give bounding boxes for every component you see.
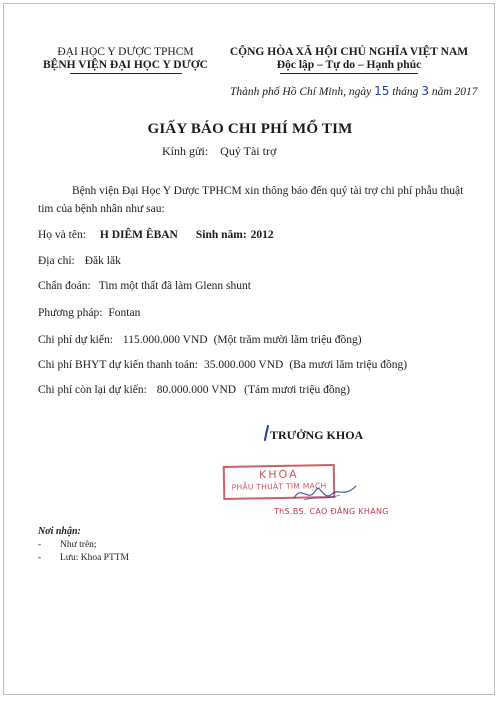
birth-year: 2012 — [250, 229, 274, 241]
issuer-underline — [70, 73, 182, 74]
remaining-cost-words: (Tám mươi triệu đồng) — [244, 384, 350, 396]
diagnosis-label: Chẩn đoán: — [38, 280, 91, 292]
patient-name: H DIÊM ÊBAN — [99, 229, 178, 241]
date-year: năm 2017 — [431, 86, 478, 98]
salutation-label: Kính gửi: — [162, 144, 209, 158]
recipient-item-text: Lưu: Khoa PTTM — [60, 553, 130, 563]
stamp-line-2: PHẪU THUẬT TIM MẠCH — [231, 481, 327, 492]
birth-year-label: Sinh năm: — [195, 229, 247, 241]
university-name: ĐẠI HỌC Y DƯỢC TPHCM — [57, 46, 194, 58]
date-month: 3 — [421, 84, 429, 98]
hospital-name: BỆNH VIỆN ĐẠI HỌC Y DƯỢC — [43, 59, 208, 71]
date-month-label: tháng — [392, 86, 419, 98]
remaining-cost-value: 80.000.000 VND — [156, 384, 237, 396]
salutation — [162, 144, 276, 159]
estimated-cost-words: (Một trăm mười lăm triệu đồng) — [213, 334, 362, 346]
signature-title: TRƯỞNG KHOA — [270, 428, 364, 442]
document-title: GIẤY BÁO CHI PHÍ MỔ TIM — [147, 121, 353, 137]
estimated-cost-value: 115.000.000 VND — [122, 334, 208, 346]
country-name: CỘNG HÒA XÃ HỘI CHỦ NGHĨA VIỆT NAM — [229, 46, 469, 58]
insurance-cost-label: Chi phí BHYT dự kiến thanh toán: — [38, 359, 198, 371]
date-prefix: Thành phố Hồ Chí Minh, ngày — [230, 86, 372, 98]
estimated-cost-row — [38, 334, 362, 346]
insurance-cost-row — [38, 359, 407, 371]
patient-name-label: Họ và tên: — [38, 229, 86, 241]
diagnosis-row — [38, 280, 251, 292]
address-row — [38, 255, 121, 267]
stamp-line-1: KHOA — [259, 467, 299, 482]
method-value: Fontan — [108, 307, 141, 319]
address-value: Đăk lăk — [84, 255, 121, 267]
diagnosis-value: Tim một thất đã làm Glenn shunt — [98, 280, 251, 292]
remaining-cost-row — [38, 384, 350, 396]
national-header — [212, 46, 486, 74]
salutation-recipient: Quý Tài trợ — [220, 144, 277, 158]
date-day: 15 — [374, 84, 390, 98]
insurance-cost-words: (Ba mươi lăm triệu đồng) — [289, 359, 408, 371]
signer-name: ThS.BS. CAO ĐĂNG KHANG — [274, 507, 389, 516]
document-page — [3, 3, 495, 695]
recipient-item: - Lưu: Khoa PTTM — [38, 553, 130, 563]
signature-icon — [290, 478, 360, 508]
issuer-header — [38, 46, 213, 74]
intro-paragraph: Bệnh viện Đại Học Y Dược TPHCM xin thông báo đến quý tài trợ chi phí phẫu thuật tim của bệnh nhân như sau: — [38, 185, 464, 215]
recipient-item: - Như trên; — [38, 540, 97, 550]
insurance-cost-value: 35.000.000 VND — [203, 359, 284, 371]
estimated-cost-label: Chi phí dự kiến: — [38, 334, 113, 346]
national-motto: Độc lập – Tự do – Hạnh phúc — [276, 59, 422, 71]
method-label: Phương pháp: — [38, 307, 103, 319]
address-label: Địa chỉ: — [38, 255, 75, 267]
method-row — [38, 307, 140, 319]
motto-underline — [280, 73, 418, 74]
recipients-title: Nơi nhận: — [38, 526, 81, 537]
recipient-item-text: Như trên; — [60, 540, 97, 550]
remaining-cost-label: Chi phí còn lại dự kiến: — [38, 384, 147, 396]
place-and-date — [230, 84, 490, 98]
patient-name-row — [38, 229, 274, 241]
